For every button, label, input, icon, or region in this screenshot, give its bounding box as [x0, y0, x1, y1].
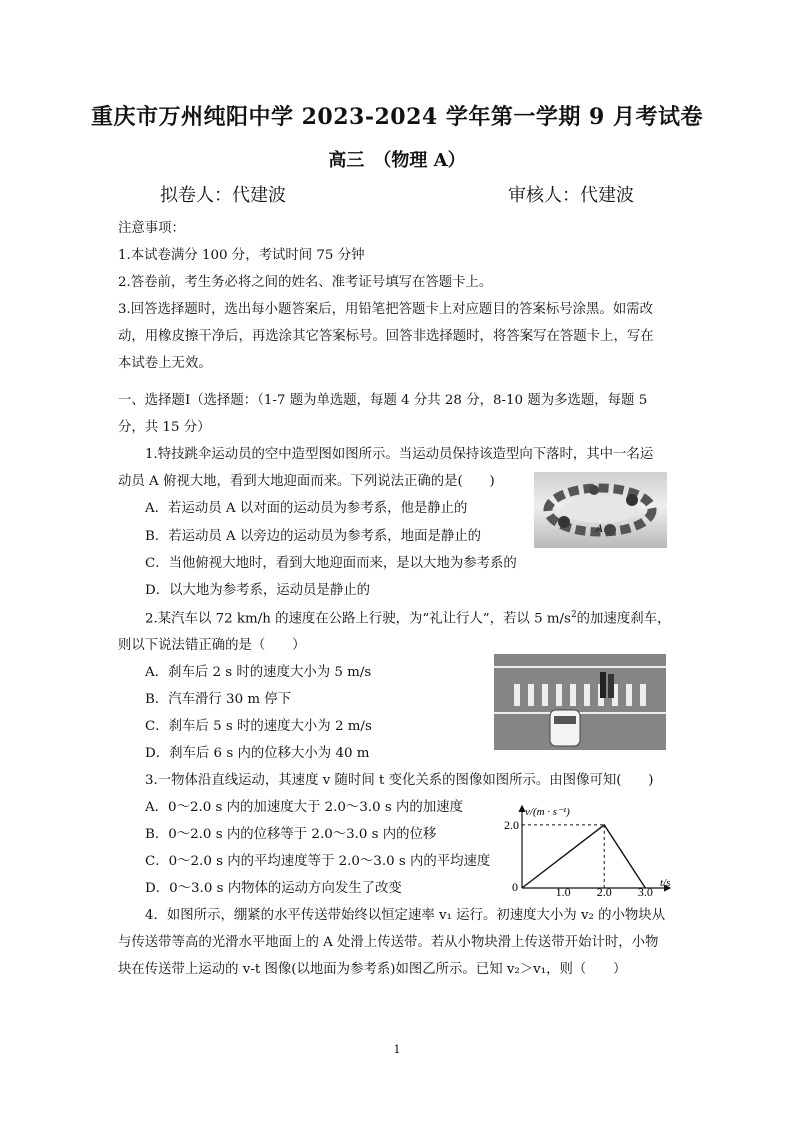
q1-option-b: B．若运动员 A 以旁边的运动员为参考系，地面是静止的 [145, 529, 482, 544]
exam-subtitle: 高三 （物理 A） [328, 150, 466, 171]
page-number: 1 [393, 1043, 401, 1056]
q1-stem: 1.特技跳伞运动员的空中造型图如图所示。当运动员保持该造型向下落时，其中一名运 [145, 447, 654, 462]
q2-stem-line-2: 则以下说法错正确的是（ ） [118, 638, 306, 653]
q2-option-d: D．刹车后 6 s 内的位移大小为 40 m [145, 746, 370, 761]
q1-stem-line-2: 动员 A 俯视大地，看到大地迎面而来。下列说法正确的是( ) [118, 474, 495, 489]
x-tick-label: 3.0 [637, 885, 653, 896]
author: 拟卷人：代建波 [160, 185, 286, 206]
q1-option-d: D．以大地为参考系，运动员是静止的 [145, 583, 370, 598]
q3-stem: 3.一物体沿直线运动，其速度 v 随时间 t 变化关系的图像如图所示。由图像可知( ) [145, 773, 654, 788]
q3-option-b: B．0～2.0 s 内的位移等于 2.0～3.0 s 内的位移 [145, 827, 437, 842]
notes-item-3-line-3: 本试卷上无效。 [118, 356, 212, 371]
q2-option-a: A．刹车后 2 s 时的速度大小为 5 m/s [145, 665, 372, 680]
skydivers-photo [534, 472, 667, 548]
q1-option-a: A．若运动员 A 以对面的运动员为参考系，他是静止的 [145, 501, 468, 516]
q2-exponent: 2 [570, 610, 577, 620]
notes-item-3-line-2: 动，用橡皮擦干净后，再选涂其它答案标号。回答非选择题时，将答案写在答题卡上，写在 [118, 329, 654, 344]
q3-option-d: D．0～3.0 s 内物体的运动方向发生了改变 [145, 881, 402, 896]
q4-stem: 4．如图所示，绷紧的水平传送带始终以恒定速率 v₁ 运行。初速度大小为 v₂ 的小物块从 [145, 908, 666, 923]
y-axis-label: v/(m · s⁻¹) [525, 806, 570, 818]
reviewer: 审核人：代建波 [508, 185, 634, 206]
q4-stem-line-3: 块在传送带上运动的 v-t 图像(以地面为参考系)如图乙所示。已知 v₂＞v₁，则（ ） [118, 962, 627, 977]
section-heading: 一、选择题Ⅰ（选择题：（1-7 题为单选题，每题 4 分共 28 分，8-10 题为多选题，每题 5 [118, 393, 648, 408]
x-tick-label: 0 [512, 880, 518, 894]
q2-option-c: C．刹车后 5 s 时的速度大小为 2 m/s [145, 719, 372, 734]
q2-option-b: B．汽车滑行 30 m 停下 [145, 692, 292, 707]
velocity-time-chart [498, 800, 678, 896]
y-tick-label: 2.0 [504, 817, 519, 832]
x-tick-label: 2.0 [596, 885, 612, 896]
exam-title: 重庆市万州纯阳中学 2023-2024 学年第一学期 9 月考试卷 [90, 104, 704, 130]
series-line [522, 825, 645, 888]
x-tick-label: 1.0 [555, 885, 571, 896]
notes-heading: 注意事项： [118, 221, 185, 236]
q3-option-c: C．0～2.0 s 内的平均速度等于 2.0～3.0 s 内的平均速度 [145, 854, 491, 869]
q4-stem-line-2: 与传送带等高的光滑水平地面上的 A 处滑上传送带。若从小物块滑上传送带开始计时，小物 [118, 935, 659, 950]
section-heading-line-2: 分，共 15 分） [118, 420, 211, 435]
q2-stem [145, 611, 670, 626]
q2-stem-text-end: 的加速度刹车， [576, 611, 671, 627]
crosswalk-photo [494, 654, 666, 750]
q1-option-c: C．当他俯视大地时，看到大地迎面而来，是以大地为参考系的 [145, 556, 517, 571]
x-axis-label: t/s [660, 877, 671, 889]
notes-item-1: 1.本试卷满分 100 分，考试时间 75 分钟 [118, 248, 365, 263]
q3-option-a: A．0～2.0 s 内的加速度大于 2.0～3.0 s 内的加速度 [145, 800, 463, 815]
skydiver-a-label: A [596, 524, 604, 535]
q2-stem-text: 2.某汽车以 72 km/h 的速度在公路上行驶，为“礼让行人”，若以 5 m/s [145, 611, 571, 627]
notes-item-2: 2.答卷前，考生务必将之间的姓名、准考证号填写在答题卡上。 [118, 275, 493, 290]
notes-item-3: 3.回答选择题时，选出每小题答案后，用铅笔把答题卡上对应题目的答案标号涂黑。如需改 [118, 302, 654, 317]
